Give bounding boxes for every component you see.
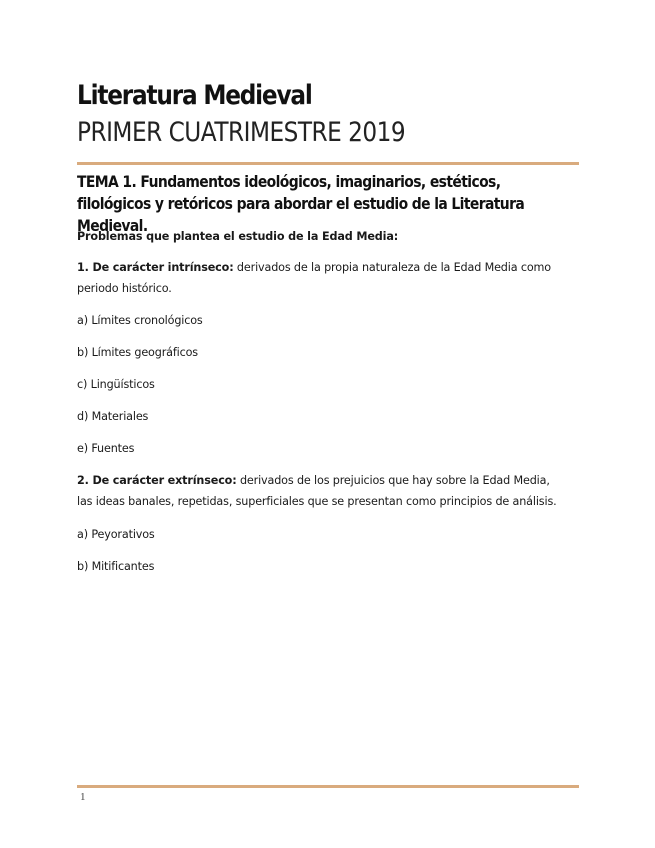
section-2-paragraph [77, 470, 567, 512]
section-1-text: derivados de la propia naturaleza de la Edad Media como periodo histórico. [77, 261, 551, 295]
list-item: c) Lingüísticos [77, 378, 155, 391]
section-1-label: 1. De carácter intrínseco: [77, 261, 234, 274]
footer-divider [77, 785, 579, 788]
section-2-label: 2. De carácter extrínseco: [77, 474, 237, 487]
header-divider [77, 162, 579, 165]
list-item: b) Límites geográficos [77, 346, 198, 359]
document-title: Literatura Medieval [77, 80, 312, 111]
problems-heading: Problemas que plantea el estudio de la Edad Media: [77, 230, 399, 243]
list-item: a) Límites cronológicos [77, 314, 203, 327]
list-item: a) Peyorativos [77, 528, 155, 541]
section-2-text: derivados de los prejuicios que hay sobre la Edad Media, las ideas banales, repetidas, superficiales que se presentan como principios de análisis. [77, 474, 557, 508]
tema-heading: TEMA 1. Fundamentos ideológicos, imaginarios, estéticos, filológicos y retóricos para abordar el estudio de la Literatura Medieval. [77, 172, 525, 235]
list-item: e) Fuentes [77, 442, 135, 455]
list-item: d) Materiales [77, 410, 149, 423]
section-1-paragraph [77, 257, 577, 299]
page-number: 1 [80, 791, 86, 803]
list-item: b) Mitificantes [77, 560, 155, 573]
document-subtitle: PRIMER CUATRIMESTRE 2019 [77, 117, 406, 148]
